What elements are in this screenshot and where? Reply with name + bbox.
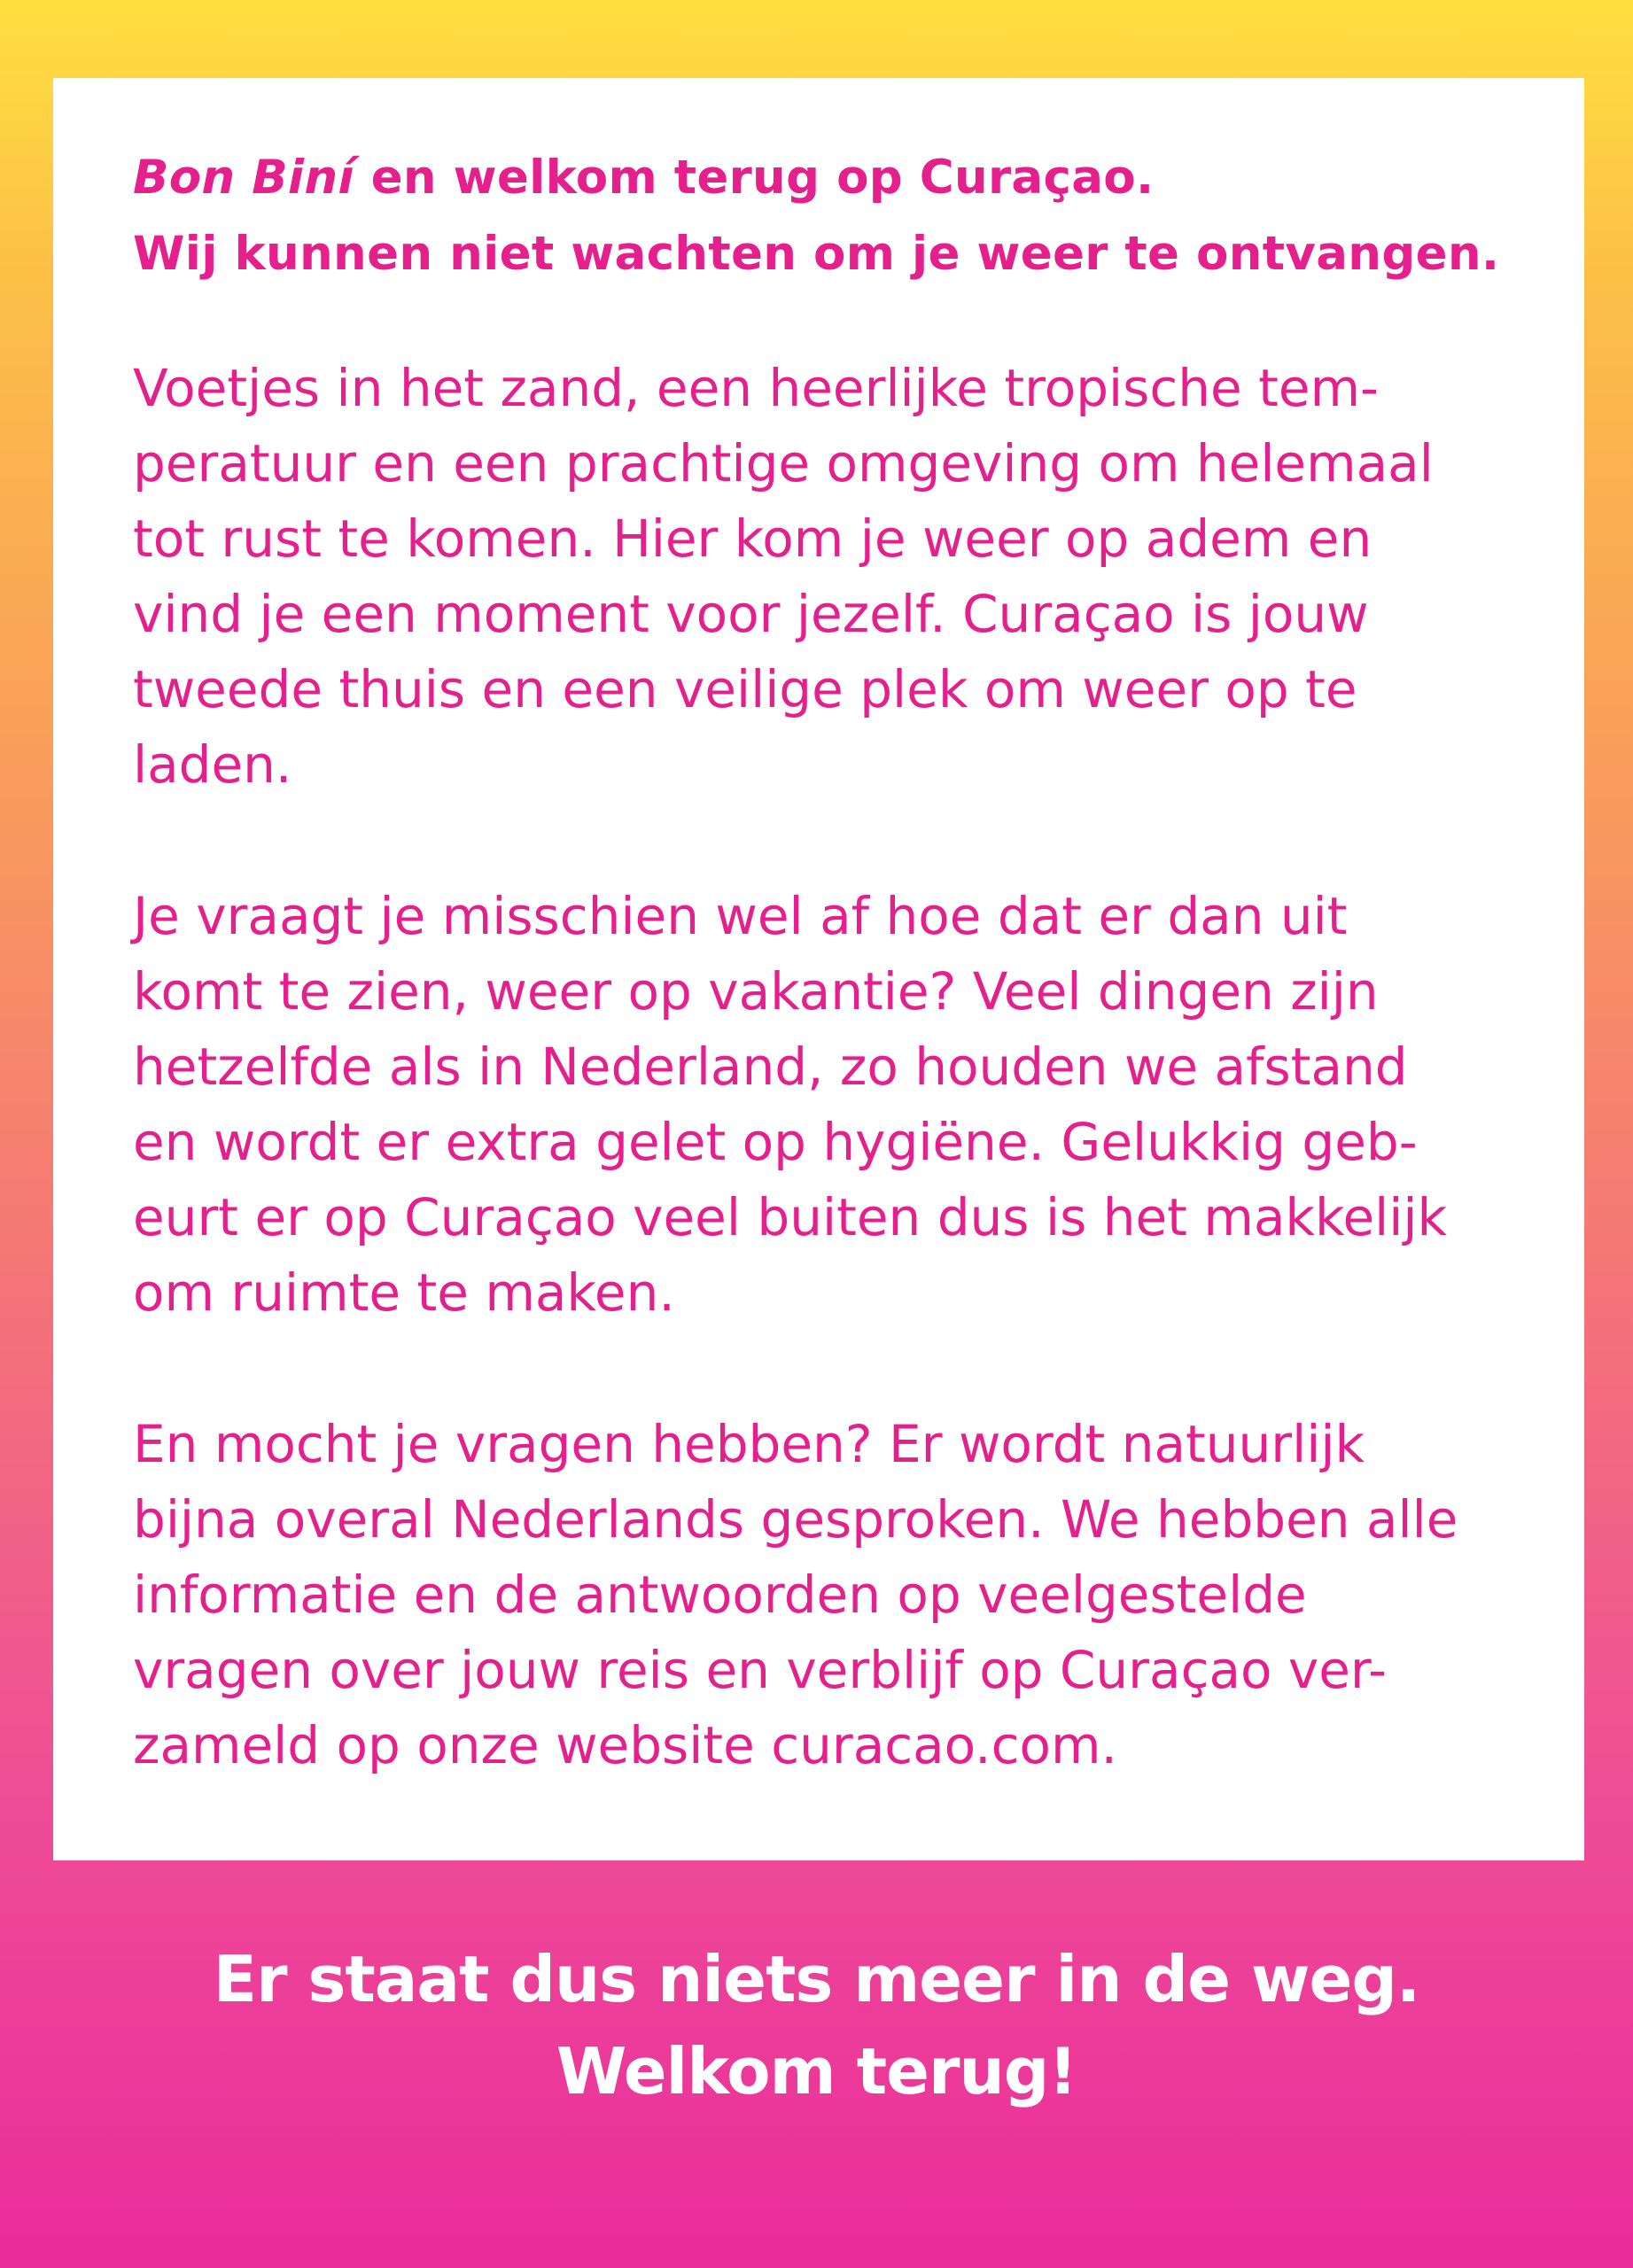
paragraph-3 — [133, 1407, 1568, 1783]
paragraph-line: om ruimte te maken. — [133, 1262, 675, 1323]
intro-line-1 — [133, 140, 1568, 216]
intro-heading — [133, 140, 1568, 292]
content-card — [53, 78, 1584, 1860]
card-content — [133, 140, 1568, 1783]
paragraph-line: en wordt er extra gelet op hygiëne. Gelukkig geb- — [133, 1112, 1418, 1172]
paragraph-line: tot rust te komen. Hier kom je weer op adem en — [133, 509, 1372, 569]
paragraph-line: zameld op onze website curacao.com. — [133, 1715, 1117, 1775]
footer-message — [0, 1933, 1633, 2117]
paragraph-1 — [133, 351, 1568, 803]
paragraph-line: vind je een moment voor jezelf. Curaçao is jouw — [133, 584, 1369, 644]
paragraph-line: eurt er op Curaçao veel buiten dus is het makkelijk — [133, 1187, 1448, 1247]
paragraph-2 — [133, 879, 1568, 1331]
footer-line-2: Welkom terug! — [556, 2034, 1077, 2109]
intro-line-1-rest: en welkom terug op Curaçao. — [354, 151, 1155, 205]
footer-line-1: Er staat dus niets meer in de weg. — [213, 1942, 1420, 2016]
paragraph-line: komt te zien, weer op vakantie? Veel dingen zijn — [133, 961, 1379, 1021]
paragraph-line: informatie en de antwoorden op veelgestelde — [133, 1565, 1307, 1625]
paragraph-line: En mocht je vragen hebben? Er wordt natuurlijk — [133, 1414, 1365, 1474]
paragraph-line: vragen over jouw reis en verblijf op Curaçao ver- — [133, 1640, 1387, 1700]
paragraph-line: laden. — [133, 734, 292, 795]
paragraph-line: hetzelfde als in Nederland, zo houden we afstand — [133, 1037, 1408, 1097]
paragraph-line: tweede thuis en een veilige plek om weer op te — [133, 659, 1357, 719]
paragraph-line: bijna overal Nederlands gesproken. We hebben alle — [133, 1489, 1458, 1550]
paragraph-line: Voetjes in het zand, een heerlijke tropische tem- — [133, 358, 1379, 418]
intro-line-2: Wij kunnen niet wachten om je weer te ontvangen. — [133, 227, 1500, 281]
paragraph-line: Je vraagt je misschien wel af hoe dat er dan uit — [133, 886, 1348, 946]
paragraph-line: peratuur en een prachtige omgeving om helemaal — [133, 433, 1434, 493]
greeting-italic: Bon Biní — [133, 151, 354, 205]
